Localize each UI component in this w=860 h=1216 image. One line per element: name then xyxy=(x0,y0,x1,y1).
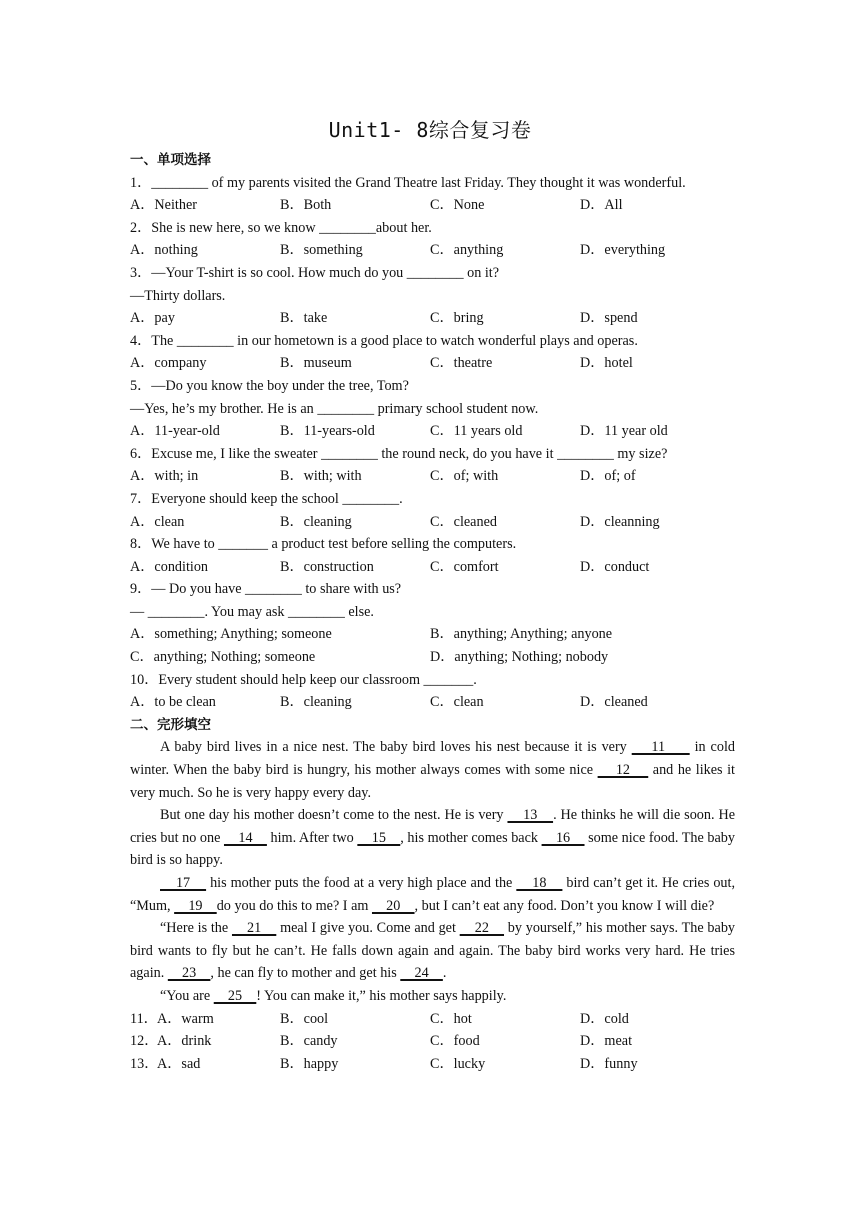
option: B．construction xyxy=(280,558,374,575)
option: D．cold xyxy=(580,1010,629,1027)
option: 12．A．drink xyxy=(130,1030,280,1053)
blank-number: 18 xyxy=(516,875,563,891)
option: B．cleaning xyxy=(280,513,352,530)
blank-number: 14 xyxy=(223,829,267,846)
question-stem: 10．Every student should help keep our classroom _______. xyxy=(130,671,477,688)
option-row xyxy=(130,1030,735,1053)
option: C．cleaned xyxy=(430,513,497,530)
option-row xyxy=(130,194,735,217)
question-stem: —Yes, he’s my brother. He is an ________ primary school student now. xyxy=(130,400,539,417)
option-row xyxy=(130,556,735,579)
option: C．of; with xyxy=(430,468,499,485)
option: B．take xyxy=(280,310,328,327)
option: D．spend xyxy=(580,310,638,327)
blank-number: 24 xyxy=(400,965,443,982)
option: D．hotel xyxy=(580,355,633,372)
question-stem: 1．________ of my parents visited the Grand Theatre last Friday. They thought it was wonderful. xyxy=(130,174,686,191)
question-stem: 2．She is new here, so we know ________about her. xyxy=(130,219,432,236)
option: A．to be clean xyxy=(130,694,216,711)
blank-number: 12 xyxy=(597,762,649,779)
question-stem: 5．—Do you know the boy under the tree, Tom? xyxy=(130,377,409,394)
option: C．lucky xyxy=(430,1055,486,1072)
question-number: 13． xyxy=(130,1055,159,1072)
option: C．bring xyxy=(430,310,484,327)
question-stem: 7．Everyone should keep the school ________. xyxy=(130,490,403,507)
option-row xyxy=(130,511,735,534)
option: B．11-years-old xyxy=(280,423,375,440)
question-number: 12． xyxy=(130,1033,159,1050)
question-stem: 9．— Do you have ________ to share with us? xyxy=(130,581,402,598)
option: B．Both xyxy=(280,197,332,214)
option: A．11-year-old xyxy=(130,423,220,440)
option: D．cleaned xyxy=(580,694,648,711)
option: C．hot xyxy=(430,1010,472,1027)
question-stem: 8．We have to _______ a product test before selling the computers. xyxy=(130,536,517,553)
blank-number: 19 xyxy=(174,897,217,914)
question-stem: — ________. You may ask ________ else. xyxy=(130,603,374,620)
option: D．funny xyxy=(580,1055,638,1072)
option-row xyxy=(130,420,735,443)
option: C．comfort xyxy=(430,558,499,575)
option: B．museum xyxy=(280,355,352,372)
passage-paragraph: A baby bird lives in a nice nest. The baby bird loves his nest because it is very 11 in cold winter. When the baby bird is hungry, his mother always comes with some nice 12 and he likes it very much. So he is very happy every day. xyxy=(130,739,736,801)
blank-number: 20 xyxy=(371,897,415,914)
option-row xyxy=(130,307,735,330)
option-row xyxy=(130,352,735,375)
option: C．clean xyxy=(430,694,484,711)
blank-number: 21 xyxy=(231,920,277,937)
option: D．11 year old xyxy=(580,423,668,440)
option: A．condition xyxy=(130,558,209,575)
option: A．with; in xyxy=(130,468,199,485)
blank-number: 17 xyxy=(160,875,207,891)
option: A．Neither xyxy=(130,197,197,214)
blank-number: 13 xyxy=(507,807,554,824)
option-row xyxy=(130,465,735,488)
option: D．everything xyxy=(580,242,666,259)
option-row xyxy=(130,239,735,262)
option: A．pay xyxy=(130,310,175,327)
blank-number: 22 xyxy=(459,920,505,937)
option: B．with; with xyxy=(280,468,362,485)
blank-number: 16 xyxy=(541,829,585,846)
option: C．theatre xyxy=(430,355,493,372)
option-row xyxy=(130,1008,735,1031)
passage-paragraph: “Here is the 21 meal I give you. Come and get 22 by yourself,” his mother says. The baby bird wants to fly but he can’t. He falls down again and again. The baby bird works very hard. He tries again. 23 , he can fly to mother and get his 24 . xyxy=(130,920,736,982)
passage-paragraph: “You are 25 ! You can make it,” his mother says happily. xyxy=(160,987,507,1004)
option-row xyxy=(130,1053,735,1076)
option-row xyxy=(130,623,735,646)
option: B．cleaning xyxy=(280,694,352,711)
option: B．something xyxy=(280,242,363,259)
blank-number: 23 xyxy=(167,965,211,982)
option: D．cleanning xyxy=(580,513,660,530)
exam-content xyxy=(130,149,735,1075)
question-stem: 3．—Your T-shirt is so cool. How much do you ________ on it? xyxy=(130,264,500,281)
question-stem: 6．Excuse me, I like the sweater ________ the round neck, do you have it ________ my size? xyxy=(130,445,668,462)
section-heading: 一、单项选择 xyxy=(130,152,211,168)
option: C．None xyxy=(430,197,485,214)
passage-paragraph: But one day his mother doesn’t come to the nest. He is very 13 . He thinks he will die soon. He cries but no one 14 him. After two 15 , his mother comes back 16 some nice food. The baby bird is so happy. xyxy=(130,807,736,869)
blank-number: 11 xyxy=(631,739,690,756)
option: D．anything; Nothing; nobody xyxy=(430,649,609,666)
blank-number: 15 xyxy=(357,829,401,846)
blank-number: 25 xyxy=(213,987,257,1004)
question-number: 11． xyxy=(130,1010,158,1027)
option: C．anything; Nothing; someone xyxy=(130,649,316,666)
option: A．nothing xyxy=(130,242,198,259)
option: D．meat xyxy=(580,1033,633,1050)
option: A．clean xyxy=(130,513,185,530)
option: C．food xyxy=(430,1033,480,1050)
option: D．All xyxy=(580,197,623,214)
option: D．of; of xyxy=(580,468,636,485)
option: B．cool xyxy=(280,1010,329,1027)
section-heading: 二、完形填空 xyxy=(130,716,211,733)
option: B．anything; Anything; anyone xyxy=(430,626,613,643)
passage-paragraph: 17 his mother puts the food at a very high place and the 18 bird can’t get it. He cries out, “Mum, 19 do you do this to me? I am 20 , but I can’t eat any food. Don’t you know I will die? xyxy=(130,875,736,914)
option: A．company xyxy=(130,355,207,372)
option: B．candy xyxy=(280,1033,338,1050)
option-row xyxy=(130,646,735,669)
question-stem: —Thirty dollars. xyxy=(130,287,226,304)
option: 13．A．sad xyxy=(130,1053,280,1076)
question-stem: 4．The ________ in our hometown is a good place to watch wonderful plays and operas. xyxy=(130,332,638,349)
option: A．something; Anything; someone xyxy=(130,626,332,643)
option: C．anything xyxy=(430,242,504,259)
option-row xyxy=(130,691,735,714)
option: C．11 years old xyxy=(430,423,523,440)
option: B．happy xyxy=(280,1055,339,1072)
page-title: Unit1- 8综合复习卷 xyxy=(328,118,532,142)
option: 11．A．warm xyxy=(130,1008,280,1031)
option: D．conduct xyxy=(580,558,650,575)
cloze-passage xyxy=(130,736,735,1007)
